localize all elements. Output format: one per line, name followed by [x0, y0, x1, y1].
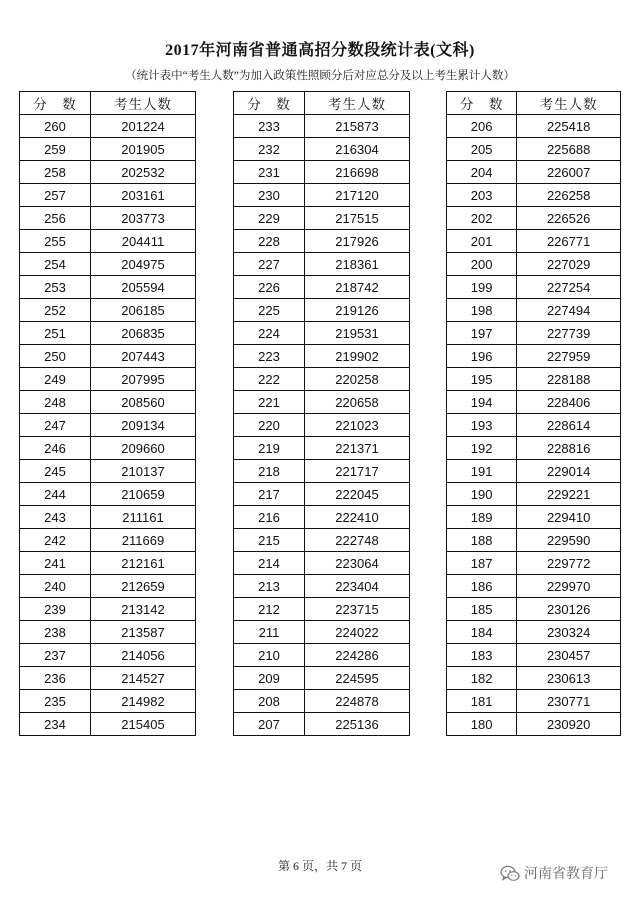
score-cell: 255 [20, 230, 91, 253]
table-row [447, 437, 621, 460]
score-cell: 216 [234, 506, 305, 529]
count-cell: 217926 [305, 230, 410, 253]
count-cell: 224286 [305, 644, 410, 667]
count-cell: 210659 [91, 483, 196, 506]
score-cell: 197 [447, 322, 517, 345]
table-row [234, 368, 410, 391]
score-cell: 196 [447, 345, 517, 368]
table-row [20, 161, 196, 184]
count-cell: 224595 [305, 667, 410, 690]
score-cell: 224 [234, 322, 305, 345]
score-cell: 190 [447, 483, 517, 506]
count-cell: 215405 [91, 713, 196, 736]
score-table [446, 91, 621, 736]
table-row [447, 644, 621, 667]
table-row [20, 414, 196, 437]
table-row [20, 552, 196, 575]
score-cell: 249 [20, 368, 91, 391]
table-row [447, 230, 621, 253]
count-cell: 229410 [517, 506, 621, 529]
count-column-header: 考生人数 [517, 92, 621, 115]
score-cell: 241 [20, 552, 91, 575]
count-cell: 228406 [517, 391, 621, 414]
score-cell: 254 [20, 253, 91, 276]
score-cell: 235 [20, 690, 91, 713]
table-row [20, 621, 196, 644]
table-row [447, 621, 621, 644]
score-cell: 232 [234, 138, 305, 161]
count-cell: 212659 [91, 575, 196, 598]
score-cell: 256 [20, 207, 91, 230]
table-row [20, 506, 196, 529]
count-cell: 227254 [517, 276, 621, 299]
count-cell: 216698 [305, 161, 410, 184]
table-row [234, 621, 410, 644]
table-row [234, 253, 410, 276]
table-row [20, 437, 196, 460]
table-row [234, 207, 410, 230]
count-cell: 225688 [517, 138, 621, 161]
count-cell: 230771 [517, 690, 621, 713]
count-cell: 226007 [517, 161, 621, 184]
table-row [447, 368, 621, 391]
count-cell: 230613 [517, 667, 621, 690]
score-cell: 201 [447, 230, 517, 253]
score-cell: 206 [447, 115, 517, 138]
count-cell: 229970 [517, 575, 621, 598]
table-row [234, 391, 410, 414]
count-cell: 216304 [305, 138, 410, 161]
score-cell: 203 [447, 184, 517, 207]
score-cell: 217 [234, 483, 305, 506]
table-row [447, 506, 621, 529]
count-cell: 225136 [305, 713, 410, 736]
count-cell: 227494 [517, 299, 621, 322]
count-cell: 217120 [305, 184, 410, 207]
count-cell: 207443 [91, 345, 196, 368]
table-row [447, 322, 621, 345]
score-cell: 182 [447, 667, 517, 690]
count-cell: 213142 [91, 598, 196, 621]
table-row [234, 276, 410, 299]
count-cell: 230920 [517, 713, 621, 736]
count-cell: 226258 [517, 184, 621, 207]
table-row [234, 437, 410, 460]
score-cell: 222 [234, 368, 305, 391]
table-row [20, 644, 196, 667]
table-row [20, 460, 196, 483]
table-row [20, 667, 196, 690]
table-row [447, 207, 621, 230]
table-row [20, 713, 196, 736]
score-cell: 252 [20, 299, 91, 322]
count-cell: 227959 [517, 345, 621, 368]
table-row [20, 483, 196, 506]
score-cell: 223 [234, 345, 305, 368]
score-cell: 209 [234, 667, 305, 690]
score-cell: 193 [447, 414, 517, 437]
score-cell: 187 [447, 552, 517, 575]
table-row [234, 345, 410, 368]
count-cell: 229014 [517, 460, 621, 483]
score-cell: 200 [447, 253, 517, 276]
document-subtitle: （统计表中“考生人数”为加入政策性照顾分后对应总分及以上考生累计人数） [125, 70, 515, 82]
table-row [447, 161, 621, 184]
count-cell: 206185 [91, 299, 196, 322]
score-cell: 227 [234, 253, 305, 276]
table-row [234, 598, 410, 621]
table-row [447, 483, 621, 506]
score-cell: 212 [234, 598, 305, 621]
score-cell: 186 [447, 575, 517, 598]
count-cell: 219126 [305, 299, 410, 322]
table-row [234, 483, 410, 506]
score-cell: 233 [234, 115, 305, 138]
score-cell: 244 [20, 483, 91, 506]
count-cell: 228816 [517, 437, 621, 460]
count-cell: 230126 [517, 598, 621, 621]
table-row [447, 460, 621, 483]
count-cell: 211669 [91, 529, 196, 552]
table-row [20, 322, 196, 345]
count-cell: 223404 [305, 575, 410, 598]
wechat-icon [500, 865, 520, 882]
table-row [234, 690, 410, 713]
count-cell: 217515 [305, 207, 410, 230]
count-cell: 222748 [305, 529, 410, 552]
count-cell: 228614 [517, 414, 621, 437]
score-column-header: 分 数 [447, 92, 517, 115]
count-cell: 211161 [91, 506, 196, 529]
watermark [500, 862, 630, 884]
page-footer: 第 6 页，共 7 页 [277, 859, 362, 873]
score-tables [19, 91, 621, 815]
table-row [447, 552, 621, 575]
count-cell: 230457 [517, 644, 621, 667]
count-cell: 221023 [305, 414, 410, 437]
count-cell: 204411 [91, 230, 196, 253]
count-cell: 209660 [91, 437, 196, 460]
score-cell: 231 [234, 161, 305, 184]
score-cell: 199 [447, 276, 517, 299]
score-cell: 248 [20, 391, 91, 414]
score-column-header: 分 数 [234, 92, 305, 115]
table-row [20, 391, 196, 414]
count-cell: 207995 [91, 368, 196, 391]
score-cell: 253 [20, 276, 91, 299]
table-row [234, 506, 410, 529]
score-cell: 210 [234, 644, 305, 667]
count-cell: 208560 [91, 391, 196, 414]
score-cell: 189 [447, 506, 517, 529]
table-row [447, 276, 621, 299]
count-cell: 215873 [305, 115, 410, 138]
score-cell: 214 [234, 552, 305, 575]
score-cell: 219 [234, 437, 305, 460]
score-cell: 247 [20, 414, 91, 437]
score-cell: 185 [447, 598, 517, 621]
score-cell: 226 [234, 276, 305, 299]
table-row [234, 644, 410, 667]
table-row [234, 667, 410, 690]
score-cell: 215 [234, 529, 305, 552]
score-cell: 240 [20, 575, 91, 598]
count-cell: 224878 [305, 690, 410, 713]
table-row [447, 345, 621, 368]
score-cell: 225 [234, 299, 305, 322]
count-cell: 206835 [91, 322, 196, 345]
count-cell: 220258 [305, 368, 410, 391]
count-cell: 223064 [305, 552, 410, 575]
table-row [447, 391, 621, 414]
score-cell: 208 [234, 690, 305, 713]
count-cell: 224022 [305, 621, 410, 644]
table-row [234, 230, 410, 253]
score-cell: 251 [20, 322, 91, 345]
table-row [20, 184, 196, 207]
table-row [447, 690, 621, 713]
count-column-header: 考生人数 [91, 92, 196, 115]
count-cell: 225418 [517, 115, 621, 138]
table-row [20, 276, 196, 299]
count-cell: 222045 [305, 483, 410, 506]
score-cell: 191 [447, 460, 517, 483]
table-row [20, 690, 196, 713]
score-cell: 236 [20, 667, 91, 690]
count-cell: 227739 [517, 322, 621, 345]
count-cell: 204975 [91, 253, 196, 276]
count-cell: 219531 [305, 322, 410, 345]
count-cell: 219902 [305, 345, 410, 368]
score-table [233, 91, 410, 736]
count-cell: 220658 [305, 391, 410, 414]
table-row [20, 207, 196, 230]
score-cell: 198 [447, 299, 517, 322]
count-cell: 212161 [91, 552, 196, 575]
score-cell: 239 [20, 598, 91, 621]
table-row [447, 667, 621, 690]
count-cell: 229221 [517, 483, 621, 506]
table-row [447, 299, 621, 322]
table-row [234, 552, 410, 575]
count-cell: 227029 [517, 253, 621, 276]
score-cell: 180 [447, 713, 517, 736]
count-cell: 205594 [91, 276, 196, 299]
count-cell: 226526 [517, 207, 621, 230]
table-row [447, 575, 621, 598]
table-row [447, 115, 621, 138]
score-cell: 229 [234, 207, 305, 230]
score-cell: 245 [20, 460, 91, 483]
table-header-row [447, 92, 621, 115]
score-cell: 221 [234, 391, 305, 414]
table-header-row [234, 92, 410, 115]
score-cell: 230 [234, 184, 305, 207]
table-row [20, 368, 196, 391]
count-cell: 214527 [91, 667, 196, 690]
table-row [20, 138, 196, 161]
count-cell: 228188 [517, 368, 621, 391]
table-row [20, 230, 196, 253]
count-cell: 221717 [305, 460, 410, 483]
table-row [20, 115, 196, 138]
score-cell: 184 [447, 621, 517, 644]
score-cell: 211 [234, 621, 305, 644]
score-cell: 234 [20, 713, 91, 736]
score-cell: 205 [447, 138, 517, 161]
score-cell: 213 [234, 575, 305, 598]
count-cell: 214056 [91, 644, 196, 667]
table-row [447, 414, 621, 437]
table-row [234, 460, 410, 483]
score-cell: 258 [20, 161, 91, 184]
count-cell: 222410 [305, 506, 410, 529]
count-cell: 221371 [305, 437, 410, 460]
table-row [20, 529, 196, 552]
table-row [20, 575, 196, 598]
table-row [20, 253, 196, 276]
count-cell: 226771 [517, 230, 621, 253]
score-table [19, 91, 196, 736]
table-row [20, 598, 196, 621]
score-cell: 237 [20, 644, 91, 667]
count-cell: 203161 [91, 184, 196, 207]
score-cell: 260 [20, 115, 91, 138]
table-row [447, 713, 621, 736]
score-cell: 246 [20, 437, 91, 460]
table-row [234, 184, 410, 207]
score-column-header: 分 数 [20, 92, 91, 115]
table-row [234, 529, 410, 552]
table-row [20, 299, 196, 322]
table-row [234, 322, 410, 345]
score-cell: 218 [234, 460, 305, 483]
score-cell: 192 [447, 437, 517, 460]
count-cell: 218361 [305, 253, 410, 276]
count-cell: 229772 [517, 552, 621, 575]
table-row [234, 115, 410, 138]
count-cell: 203773 [91, 207, 196, 230]
score-cell: 195 [447, 368, 517, 391]
count-cell: 230324 [517, 621, 621, 644]
table-row [234, 138, 410, 161]
count-cell: 218742 [305, 276, 410, 299]
table-header-row [20, 92, 196, 115]
table-row [447, 598, 621, 621]
count-cell: 223715 [305, 598, 410, 621]
watermark-text: 河南省教育厅 [524, 866, 608, 882]
score-cell: 194 [447, 391, 517, 414]
score-cell: 243 [20, 506, 91, 529]
table-row [20, 345, 196, 368]
score-cell: 257 [20, 184, 91, 207]
score-cell: 220 [234, 414, 305, 437]
count-column-header: 考生人数 [305, 92, 410, 115]
table-row [234, 713, 410, 736]
table-row [447, 529, 621, 552]
score-cell: 181 [447, 690, 517, 713]
table-row [234, 161, 410, 184]
count-cell: 213587 [91, 621, 196, 644]
count-cell: 214982 [91, 690, 196, 713]
score-cell: 183 [447, 644, 517, 667]
table-row [447, 253, 621, 276]
count-cell: 201905 [91, 138, 196, 161]
table-row [447, 184, 621, 207]
table-row [447, 138, 621, 161]
score-cell: 228 [234, 230, 305, 253]
count-cell: 229590 [517, 529, 621, 552]
score-cell: 202 [447, 207, 517, 230]
score-cell: 238 [20, 621, 91, 644]
score-cell: 250 [20, 345, 91, 368]
score-cell: 242 [20, 529, 91, 552]
score-cell: 204 [447, 161, 517, 184]
score-cell: 207 [234, 713, 305, 736]
score-cell: 188 [447, 529, 517, 552]
document-title: 2017年河南省普通高招分数段统计表(文科) [165, 42, 475, 59]
table-row [234, 414, 410, 437]
count-cell: 209134 [91, 414, 196, 437]
table-row [234, 575, 410, 598]
count-cell: 201224 [91, 115, 196, 138]
count-cell: 202532 [91, 161, 196, 184]
table-row [234, 299, 410, 322]
count-cell: 210137 [91, 460, 196, 483]
score-cell: 259 [20, 138, 91, 161]
